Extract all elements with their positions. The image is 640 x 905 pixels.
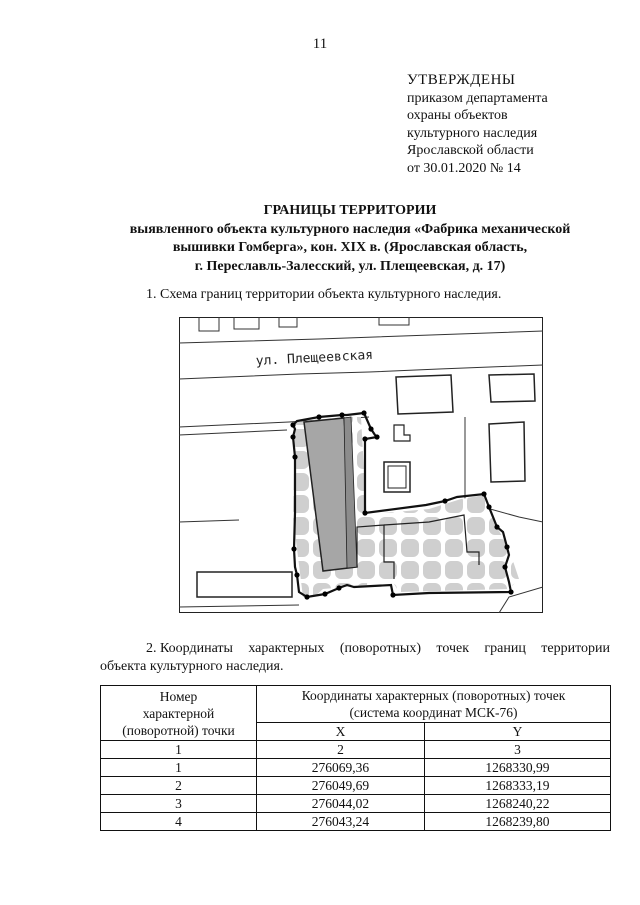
column-number: 2 xyxy=(257,741,425,759)
table-header-row xyxy=(101,686,611,723)
header-point-number xyxy=(101,686,257,741)
table-column-number-row xyxy=(101,741,611,759)
header-y: Y xyxy=(424,723,610,741)
caption-word: (поворотных) xyxy=(339,641,421,656)
building-outline xyxy=(197,572,292,597)
point-number: 1 xyxy=(101,759,257,777)
coordinates-table xyxy=(100,685,611,831)
section-2-line xyxy=(100,640,610,658)
street-label: ул. Плещеевская xyxy=(255,347,374,369)
coord-x: 276043,24 xyxy=(257,813,425,831)
caption-word: границ xyxy=(484,641,526,656)
caption-word: территории xyxy=(541,641,610,656)
heading-line: г. Переславль-Залесский, ул. Плещеевская, д. 17) xyxy=(194,258,506,274)
coord-y: 1268333,19 xyxy=(424,777,610,795)
point-number: 2 xyxy=(101,777,257,795)
table-row xyxy=(101,759,611,777)
header-text: (система координат МСК-76) xyxy=(349,705,518,720)
coord-x: 276049,69 xyxy=(257,777,425,795)
header-coordinates xyxy=(257,686,611,723)
building-outline xyxy=(489,422,525,482)
document-heading xyxy=(60,202,640,276)
page-number: 11 xyxy=(312,36,328,52)
approval-line: охраны объектов xyxy=(407,108,508,123)
section-1-caption: 1. Схема границ территории объекта культурного наследия. xyxy=(146,287,502,302)
header-text: Номер xyxy=(159,688,198,704)
approval-line: приказом департамента xyxy=(407,90,548,106)
coord-x: 276044,02 xyxy=(257,795,425,813)
coord-y: 1268239,80 xyxy=(424,813,610,831)
heading-line: ГРАНИЦЫ ТЕРРИТОРИИ xyxy=(263,203,437,218)
section-2-line: объекта культурного наследия. xyxy=(100,659,284,674)
heading-line: выявленного объекта культурного наследия «Фабрика механической xyxy=(129,221,571,237)
point-number: 3 xyxy=(101,795,257,813)
coord-y: 1268240,22 xyxy=(424,795,610,813)
caption-word: характерных xyxy=(248,641,325,656)
column-number: 1 xyxy=(101,741,257,759)
coord-y: 1268330,99 xyxy=(424,759,610,777)
point-number: 4 xyxy=(101,813,257,831)
building-outline xyxy=(489,374,535,402)
header-text: (поворотной) точки xyxy=(122,722,235,738)
header-text: характерной xyxy=(142,705,215,721)
approval-line: Ярославской области xyxy=(407,143,534,158)
table-row xyxy=(101,777,611,795)
approval-stamp xyxy=(407,72,548,177)
territory-scheme-map xyxy=(179,317,543,613)
header-x: X xyxy=(257,723,425,741)
building-outline xyxy=(396,375,453,414)
coord-x: 276069,36 xyxy=(257,759,425,777)
column-number: 3 xyxy=(424,741,610,759)
caption-word: точек xyxy=(436,641,470,656)
table-row xyxy=(101,813,611,831)
table-row xyxy=(101,795,611,813)
section-2-caption xyxy=(100,640,610,676)
header-text: Координаты характерных (поворотных) точек xyxy=(301,688,566,703)
approval-title: УТВЕРЖДЕНЫ xyxy=(407,72,516,88)
approval-line: культурного наследия xyxy=(407,125,538,141)
approval-line: от 30.01.2020 № 14 xyxy=(407,160,521,176)
caption-word: 2. Координаты xyxy=(146,641,233,656)
heading-line: вышивки Гомберга», кон. XIX в. (Ярославская область, xyxy=(172,240,528,255)
